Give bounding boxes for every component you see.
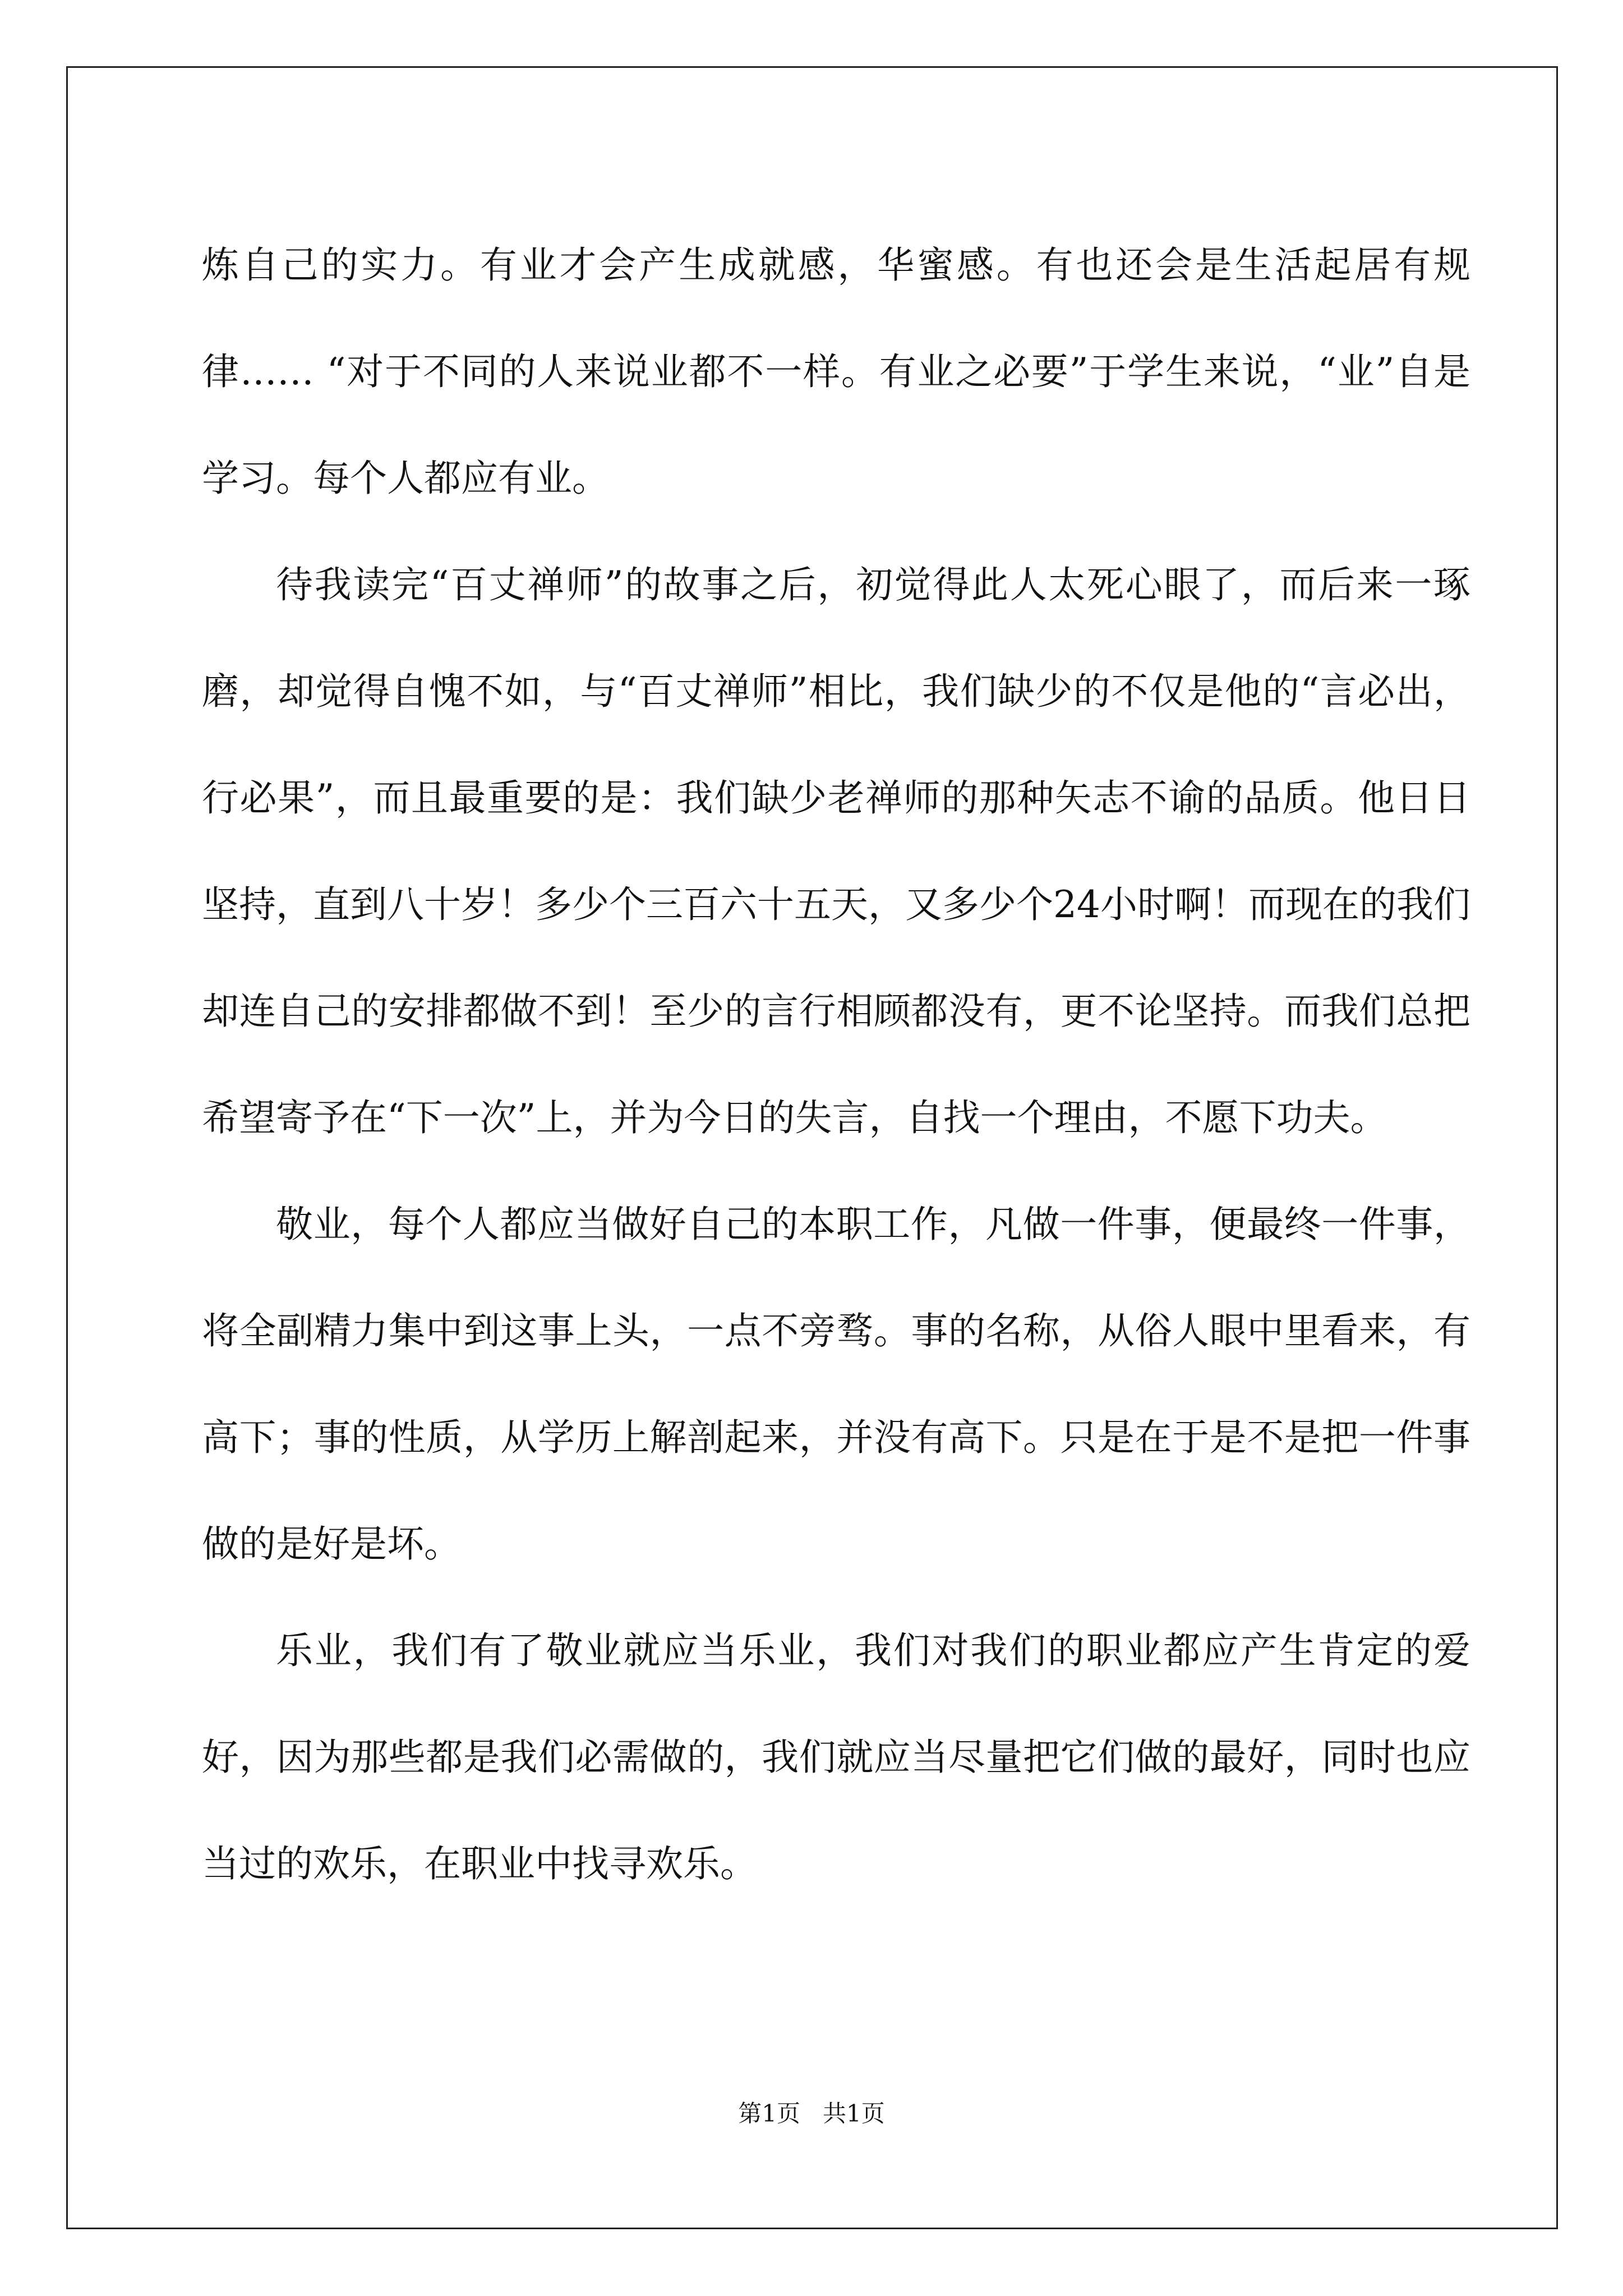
paragraph-3: 敬业，每个人都应当做好自己的本职工作，凡做一件事，便最终一件事，将全副精力集中到这事上头，一点不旁骛。事的名称，从俗人眼中里看来，有高下；事的性质，从学历上解剖起来，并没有高下。只是在于是不是把一件事做的是好是坏。 bbox=[202, 1203, 1470, 1566]
page-number: 第1页 bbox=[738, 2100, 800, 2127]
page-footer bbox=[0, 2095, 1623, 2129]
paragraph-2: 待我读完“百丈禅师”的故事之后，初觉得此人太死心眼了，而后来一琢磨，却觉得自愧不如，与“百丈禅师”相比，我们缺少的不仅是他的“言必出，行必果”，而且最重要的是：我们缺少老禅师的那种矢志不谕的品质。他日日坚持，直到八十岁！多少个三百六十五天，又多少个24小时啊！而现在的我们却连自己的安排都做不到！至少的言行相顾都没有，更不论坚持。而我们总把希望寄予在“下一次”上，并为今日的失言，自找一个理由，不愿下功夫。 bbox=[202, 563, 1470, 1139]
page-total: 共1页 bbox=[823, 2100, 885, 2127]
paragraph-1: 炼自己的实力。有业才会产生成就感，华蜜感。有也还会是生活起居有规律…… “对于不同的人来说业都不一样。有业之必要”于学生来说，“业”自是学习。每个人都应有业。 bbox=[202, 243, 1470, 500]
document-body bbox=[202, 212, 1470, 1917]
paragraph-4: 乐业，我们有了敬业就应当乐业，我们对我们的职业都应产生肯定的爱好，因为那些都是我们必需做的，我们就应当尽量把它们做的最好，同时也应当过的欢乐，在职业中找寻欢乐。 bbox=[202, 1629, 1470, 1885]
